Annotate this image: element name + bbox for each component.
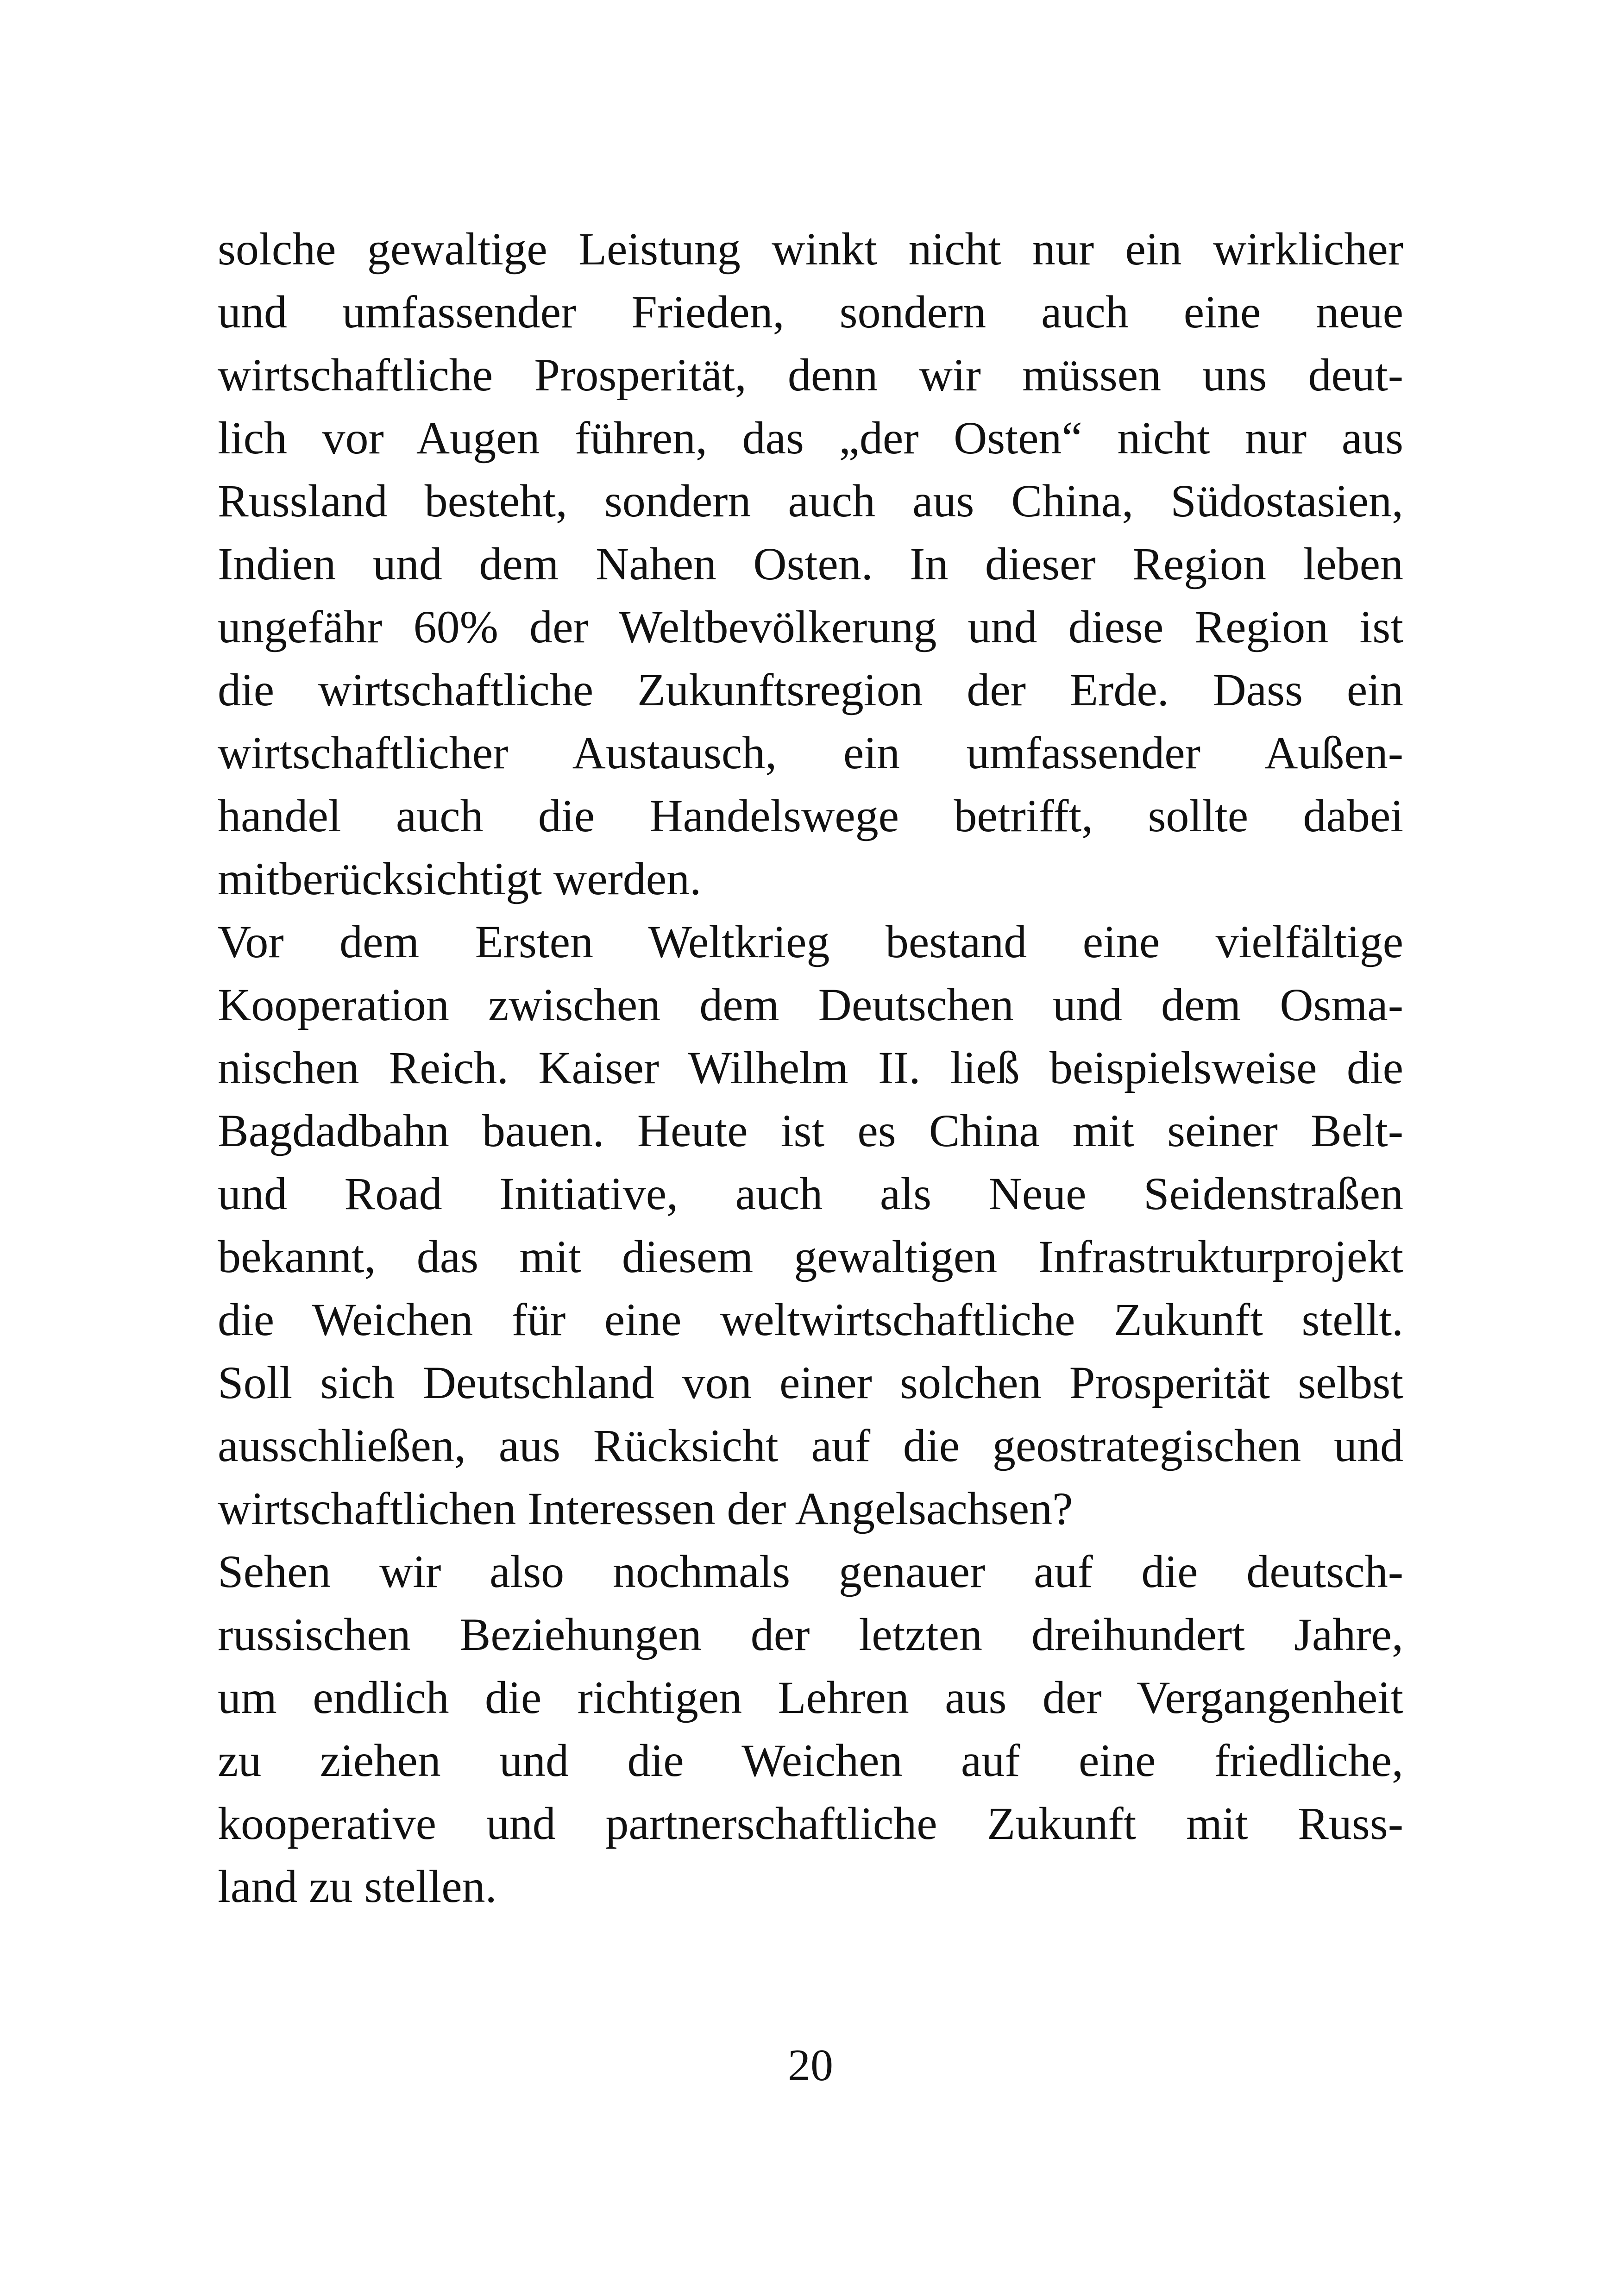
text-line: Indien und dem Nahen Osten. In dieser Region leben — [218, 538, 1403, 590]
text-line: und umfassender Frieden, sondern auch eine neue — [218, 286, 1403, 338]
text-line: wirtschaftlicher Austausch, ein umfassender Außen- — [218, 727, 1403, 778]
text-line: bekannt, das mit diesem gewaltigen Infrastrukturprojekt — [218, 1231, 1403, 1282]
text-line: wirtschaftlichen Interessen der Angelsachsen? — [218, 1483, 1073, 1534]
text-line: Kooperation zwischen dem Deutschen und dem Osma- — [218, 979, 1403, 1030]
page-number: 20 — [788, 2040, 833, 2090]
text-line: wirtschaftliche Prosperität, denn wir müssen uns deut- — [218, 349, 1403, 401]
paragraph-2 — [218, 910, 1403, 1540]
text-line: Vor dem Ersten Weltkrieg bestand eine vielfältige — [218, 916, 1403, 967]
text-line: Russland besteht, sondern auch aus China, Südostasien, — [218, 475, 1403, 527]
text-line: die wirtschaftliche Zukunftsregion der Erde. Dass ein — [218, 664, 1403, 715]
text-line: die Weichen für eine weltwirtschaftliche Zukunft stellt. — [218, 1294, 1403, 1345]
text-line: handel auch die Handelswege betrifft, sollte dabei — [218, 790, 1403, 841]
text-line: Sehen wir also nochmals genauer auf die deutsch- — [218, 1546, 1403, 1597]
text-line: und Road Initiative, auch als Neue Seidenstraßen — [218, 1168, 1403, 1219]
text-line: lich vor Augen führen, das „der Osten“ nicht nur aus — [218, 412, 1403, 464]
paragraph-1 — [218, 218, 1403, 910]
text-line: nischen Reich. Kaiser Wilhelm II. ließ beispielsweise die — [218, 1042, 1403, 1093]
text-line: kooperative und partnerschaftliche Zukunft mit Russ- — [218, 1798, 1403, 1849]
body-text — [218, 218, 1403, 1918]
text-line: Soll sich Deutschland von einer solchen Prosperität selbst — [218, 1357, 1403, 1408]
text-line: land zu stellen. — [218, 1861, 497, 1912]
text-line: Bagdadbahn bauen. Heute ist es China mit seiner Belt- — [218, 1105, 1403, 1156]
text-line: russischen Beziehungen der letzten dreihundert Jahre, — [218, 1609, 1403, 1660]
text-line: solche gewaltige Leistung winkt nicht nur ein wirklicher — [218, 223, 1403, 275]
text-line: ungefähr 60% der Weltbevölkerung und diese Region ist — [218, 601, 1403, 652]
text-line: um endlich die richtigen Lehren aus der Vergangenheit — [218, 1672, 1403, 1723]
text-line: zu ziehen und die Weichen auf eine friedliche, — [218, 1735, 1403, 1786]
paragraph-3 — [218, 1540, 1403, 1918]
text-line: ausschließen, aus Rücksicht auf die geostrategischen und — [218, 1420, 1403, 1471]
text-line: mitberücksichtigt werden. — [218, 853, 702, 904]
